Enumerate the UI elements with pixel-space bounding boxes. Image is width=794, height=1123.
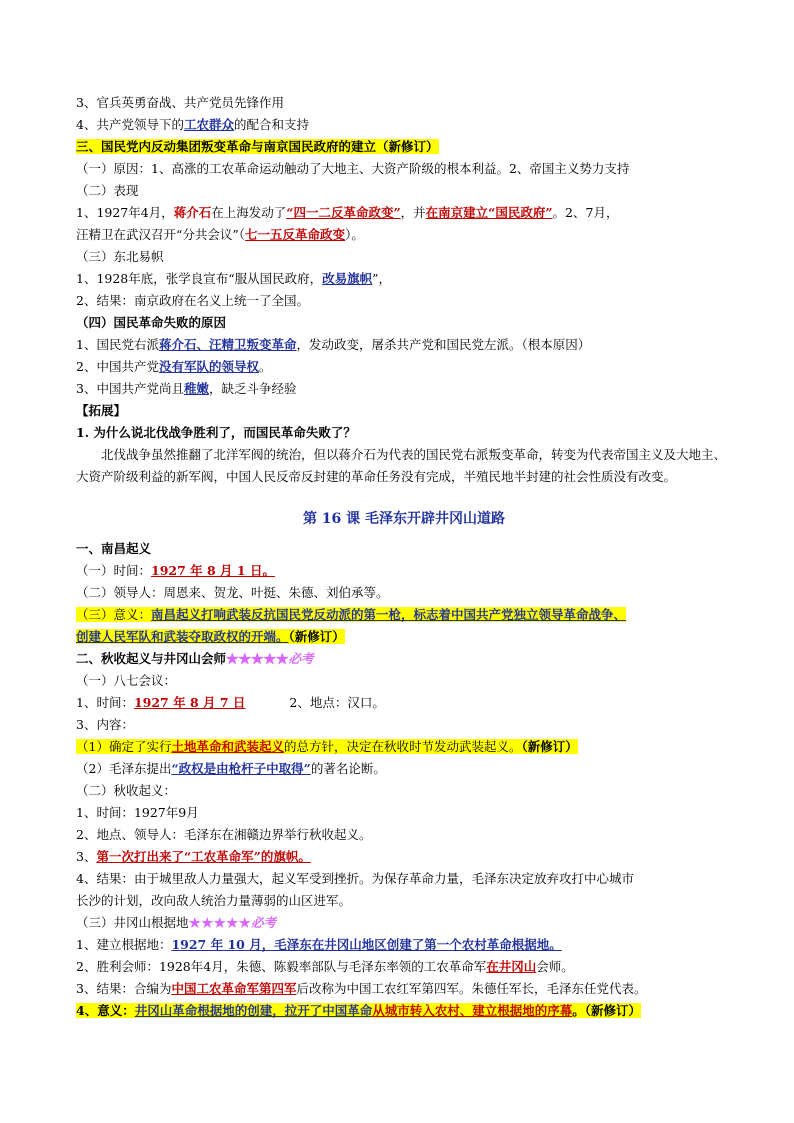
text-line: [76, 202, 732, 224]
text: 4、共产党领导下的: [76, 117, 184, 132]
text: ”，: [372, 271, 392, 286]
highlight: [76, 629, 345, 644]
text-line: 长沙的计划，改向敌人统治力量薄弱的山区进军。: [76, 893, 352, 908]
text-line: [76, 758, 732, 780]
key-term: 改易旗帜: [322, 271, 373, 286]
key-term: 稚嫩: [183, 381, 209, 396]
key-term: “政权是由枪杆子中取得”: [171, 761, 311, 776]
answer-paragraph: 北伐战争虽然推翻了北洋军阀的统治，但以蒋介石为代表的国民党右派叛变革命，转变为代表帝国主义及大地主、大资产阶级利益的新军阀，中国人民反帝反封建的革命任务没有完成，半殖民地半封建的社会性质没有改变。: [76, 447, 727, 484]
text: 2、地点：汉口。: [289, 695, 385, 710]
text: 后改称为中国工农红军第四军。朱德任军长，毛泽东任党代表。: [296, 981, 647, 996]
must-test-label: 必考: [288, 651, 314, 666]
key-term: 创建人民军队和武装夺取政权的开端。: [76, 629, 289, 644]
text-line: 3、官兵英勇奋战、共产党员先锋作用: [76, 95, 284, 110]
section-heading: [76, 648, 732, 670]
key-term: 在南京建立“国民政府”: [425, 205, 553, 220]
text-line: [76, 956, 732, 978]
text-line: 2、地点、领导人：毛泽东在湘赣边界举行秋收起义。: [76, 827, 372, 842]
text: 。: [258, 359, 272, 374]
text-line: （三）东北易帜: [76, 249, 164, 264]
text-line: [76, 604, 732, 626]
star-rating-icon: ★★★★★: [188, 915, 252, 930]
question: 1. 为什么说北伐战争胜利了，而国民革命失败了？: [76, 425, 356, 440]
text: （1）确定了实行: [76, 739, 172, 754]
text: 。2、7月，: [552, 205, 619, 220]
text-line: [76, 934, 732, 956]
text-line: [76, 356, 732, 378]
subsection-heading: （四）国民革命失败的原因: [76, 315, 227, 330]
text-line: [76, 846, 732, 868]
highlighted-heading: 三、国民党内反动集团叛变革命与南京国民政府的建立（新修订）: [76, 139, 439, 154]
text: （三）意义：: [76, 607, 152, 622]
text-line: （二）表现: [76, 183, 139, 198]
text: 的总方针，决定在秋收时节发动武装起义。: [283, 739, 522, 754]
highlight: [76, 739, 578, 754]
text: 1、时间：: [76, 695, 134, 710]
text: （三）井冈山根据地: [76, 915, 189, 930]
text-line: （二）秋收起义：: [76, 783, 177, 798]
text-line: [76, 1000, 732, 1022]
text-line: [76, 626, 732, 648]
key-term: 七一五反革命政变: [245, 227, 346, 242]
key-term: 1927 年 10 月，毛泽东在井冈山地区创建了第一个农村革命根据地。: [171, 937, 562, 952]
key-term: 蒋介石: [173, 205, 212, 220]
text-line: [76, 978, 732, 1000]
text-line: 1、时间：1927年9月: [76, 805, 199, 820]
text: （一）时间：: [76, 563, 152, 578]
section-heading: [76, 136, 732, 158]
text: ，缺乏斗争经验: [208, 381, 297, 396]
key-term: 没有军队的领导权: [158, 359, 259, 374]
key-term: 工农群众: [183, 117, 234, 132]
must-test-label: 必考: [251, 915, 277, 930]
text-line: 4、结果：由于城里敌人力量强大，起义军受到挫折。为保存革命力量，毛泽东决定放弃攻打中心城市: [76, 871, 634, 886]
highlight: [76, 1003, 641, 1018]
text-line: 3、内容：: [76, 717, 134, 732]
text: 会师。: [536, 959, 574, 974]
text-line: [76, 378, 732, 400]
text-line: [76, 114, 732, 136]
text: 二、秋收起义与井冈山会师: [76, 651, 227, 666]
text: 1、1927年4月，: [76, 205, 174, 220]
text-line: 2、结果：南京政府在名义上统一了全国。: [76, 293, 309, 308]
revision-note: （新修订）: [288, 629, 345, 644]
text: 3、中国共产党尚且: [76, 381, 184, 396]
text: 汪精卫在武汉召开“分共会议”（: [76, 227, 246, 242]
text-line: [76, 692, 732, 714]
key-date: 1927 年 8 月 1 日。: [151, 563, 275, 578]
text-line: （二）领导人：周恩来、贺龙、叶挺、朱德、刘伯承等。: [76, 585, 389, 600]
key-term: 南昌起义打响武装反抗国民党反动派的第一枪，标志着中国共产党独立领导革命战争、: [151, 607, 627, 622]
text-line: [76, 268, 732, 290]
document-page: [76, 92, 732, 1022]
text: 1、国民党右派: [76, 337, 159, 352]
text: 2、胜利会师：1928年4月，朱德、陈毅率部队与毛泽东率领的工农革命军: [76, 959, 487, 974]
text-line: （一）八七会议：: [76, 673, 177, 688]
text: 1、1928年底，张学良宣布“服从国民政府，: [76, 271, 323, 286]
key-date: 1927 年 8 月 7 日: [133, 695, 246, 710]
text: ，发动政变，屠杀共产党和国民党左派。（根本原因）: [296, 337, 591, 352]
revision-note: （新修订）: [521, 739, 578, 754]
key-term: “四一二反革命政变”: [286, 205, 401, 220]
text: 3、结果：合编为: [76, 981, 172, 996]
text: 在上海发动了: [211, 205, 287, 220]
highlight: [76, 607, 626, 622]
key-term: 井冈山革命根据地的创建，拉开了中国革命: [134, 1003, 373, 1018]
text-line: [76, 912, 732, 934]
text: 1、建立根据地：: [76, 937, 172, 952]
key-term: 第一次打出来了“工农革命军”的旗帜。: [96, 849, 311, 864]
section-heading: 一、南昌起义: [76, 541, 152, 556]
text: 2、中国共产党: [76, 359, 159, 374]
lesson-title: 第 16 课 毛泽东开辟井冈山道路: [302, 511, 506, 527]
extension-heading: 【拓展】: [76, 403, 127, 418]
key-term: 蒋介石、汪精卫叛变革命: [158, 337, 297, 352]
key-term: 土地革命和武装起义: [171, 739, 284, 754]
text: 的配合和支持: [233, 117, 309, 132]
text-line: [76, 334, 732, 356]
text-line: [76, 224, 732, 246]
text: 4、意义：: [76, 1003, 135, 1018]
text: ，并: [400, 205, 426, 220]
text-line: [76, 736, 732, 758]
revision-note: 。（新修订）: [572, 1003, 641, 1018]
text: 3、: [76, 849, 97, 864]
text-line: [76, 560, 732, 582]
key-term: 中国工农革命军第四军: [171, 981, 297, 996]
key-term: 在井冈山: [486, 959, 537, 974]
key-term: 从城市转入农村、建立根据地的序幕: [372, 1003, 573, 1018]
text: ）。: [345, 227, 364, 242]
text-line: （一）原因：1、高涨的工农革命运动触动了大地主、大资产阶级的根本利益。2、帝国主义势力支持: [76, 161, 630, 176]
star-rating-icon: ★★★★★: [226, 651, 289, 666]
text: 的著名论断。: [310, 761, 386, 776]
text: （2）毛泽东提出: [76, 761, 172, 776]
